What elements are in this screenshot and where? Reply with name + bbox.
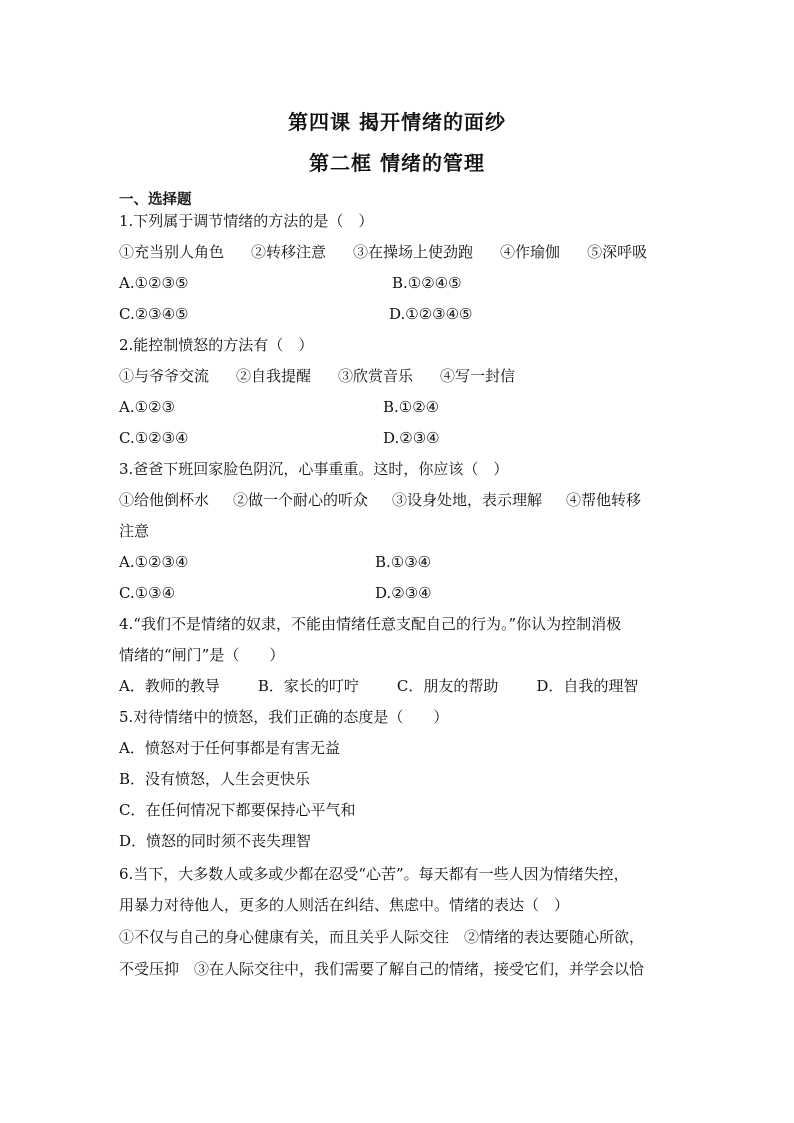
q1-option-b: B.①②④⑤ xyxy=(392,274,462,292)
q2-items xyxy=(119,366,515,386)
lesson-subtitle: 第二框 情绪的管理 xyxy=(309,151,485,175)
q4-stem-line-2: 情绪的“闸门”是（ ） xyxy=(119,646,285,664)
q3-items xyxy=(119,490,641,510)
q3-option-a: A.①②③④ xyxy=(119,553,189,571)
q1-option-a: A.①②③⑤ xyxy=(119,274,189,292)
q1-option-d: D.①②③④⑤ xyxy=(389,305,473,323)
q1-item-5: ⑤深呼吸 xyxy=(587,243,648,261)
section-heading: 一、选择题 xyxy=(119,192,192,208)
q1-item-4: ④作瑜伽 xyxy=(500,243,561,261)
q2-stem: 2.能控制愤怒的方法有（ ） xyxy=(119,336,314,354)
q3-item-3: ③设身处地，表示理解 xyxy=(392,491,543,509)
q5-option-a: A．愤怒对于任何事都是有害无益 xyxy=(119,739,340,757)
q2-item-4: ④写一封信 xyxy=(440,367,516,385)
q3-items-continued: 注意 xyxy=(119,522,150,540)
q3-item-4: ④帮他转移 xyxy=(566,491,642,509)
q3-item-2: ②做一个耐心的听众 xyxy=(233,491,369,509)
q2-item-1: ①与爷爷交流 xyxy=(119,367,210,385)
q4-options xyxy=(119,676,638,696)
q1-item-1: ①充当别人角色 xyxy=(119,243,225,261)
q2-item-3: ③欣赏音乐 xyxy=(338,367,414,385)
q1-option-c: C.②③④⑤ xyxy=(119,305,189,323)
q5-option-b: B．没有愤怒，人生会更快乐 xyxy=(119,770,311,788)
q5-option-c: C．在任何情况下都要保持心平气和 xyxy=(119,801,356,819)
q5-stem: 5.对待情绪中的愤怒，我们正确的态度是（ ） xyxy=(119,708,449,726)
q2-option-c: C.①②③④ xyxy=(119,429,189,447)
q3-option-d: D.②③④ xyxy=(375,584,432,602)
q2-option-a: A.①②③ xyxy=(119,398,175,416)
q3-stem: 3.爸爸下班回家脸色阴沉，心事重重。这时，你应该（ ） xyxy=(119,460,509,478)
q5-option-d: D．愤怒的同时须不丧失理智 xyxy=(119,832,312,850)
q6-line-4: 不受压抑 ③在人际交往中，我们需要了解自己的情绪，接受它们，并学会以恰 xyxy=(119,960,645,978)
q6-line-1: 6.当下，大多数人或多或少都在忍受“心苦”。每天都有一些人因为情绪失控， xyxy=(119,865,629,883)
q1-item-3: ③在操场上使劲跑 xyxy=(353,243,474,261)
q2-option-b: B.①②④ xyxy=(383,398,440,416)
q3-option-c: C.①③④ xyxy=(119,584,176,602)
q6-line-3: ①不仅与自己的身心健康有关，而且关乎人际交往 ②情绪的表达要随心所欲， xyxy=(119,928,645,946)
q2-option-d: D.②③④ xyxy=(383,429,440,447)
q4-stem-line-1: 4.“我们不是情绪的奴隶，不能由情绪任意支配自己的行为。”你认为控制消极 xyxy=(119,615,622,633)
q4-option-b: B．家长的叮咛 xyxy=(257,677,359,695)
q3-option-b: B.①③④ xyxy=(375,553,432,571)
q4-option-a: A．教师的教导 xyxy=(119,677,220,695)
q1-item-2: ②转移注意 xyxy=(251,243,327,261)
q1-items xyxy=(119,242,647,262)
lesson-title: 第四课 揭开情绪的面纱 xyxy=(288,110,506,134)
q4-option-d: D．自我的理智 xyxy=(536,677,639,695)
q4-option-c: C．朋友的帮助 xyxy=(396,677,499,695)
q2-item-2: ②自我提醒 xyxy=(236,367,312,385)
q6-line-2: 用暴力对待他人，更多的人则活在纠结、焦虑中。情绪的表达（ ） xyxy=(119,896,570,914)
q3-item-1: ①给他倒杯水 xyxy=(119,491,210,509)
q1-stem: 1.下列属于调节情绪的方法的是（ ） xyxy=(119,212,374,230)
